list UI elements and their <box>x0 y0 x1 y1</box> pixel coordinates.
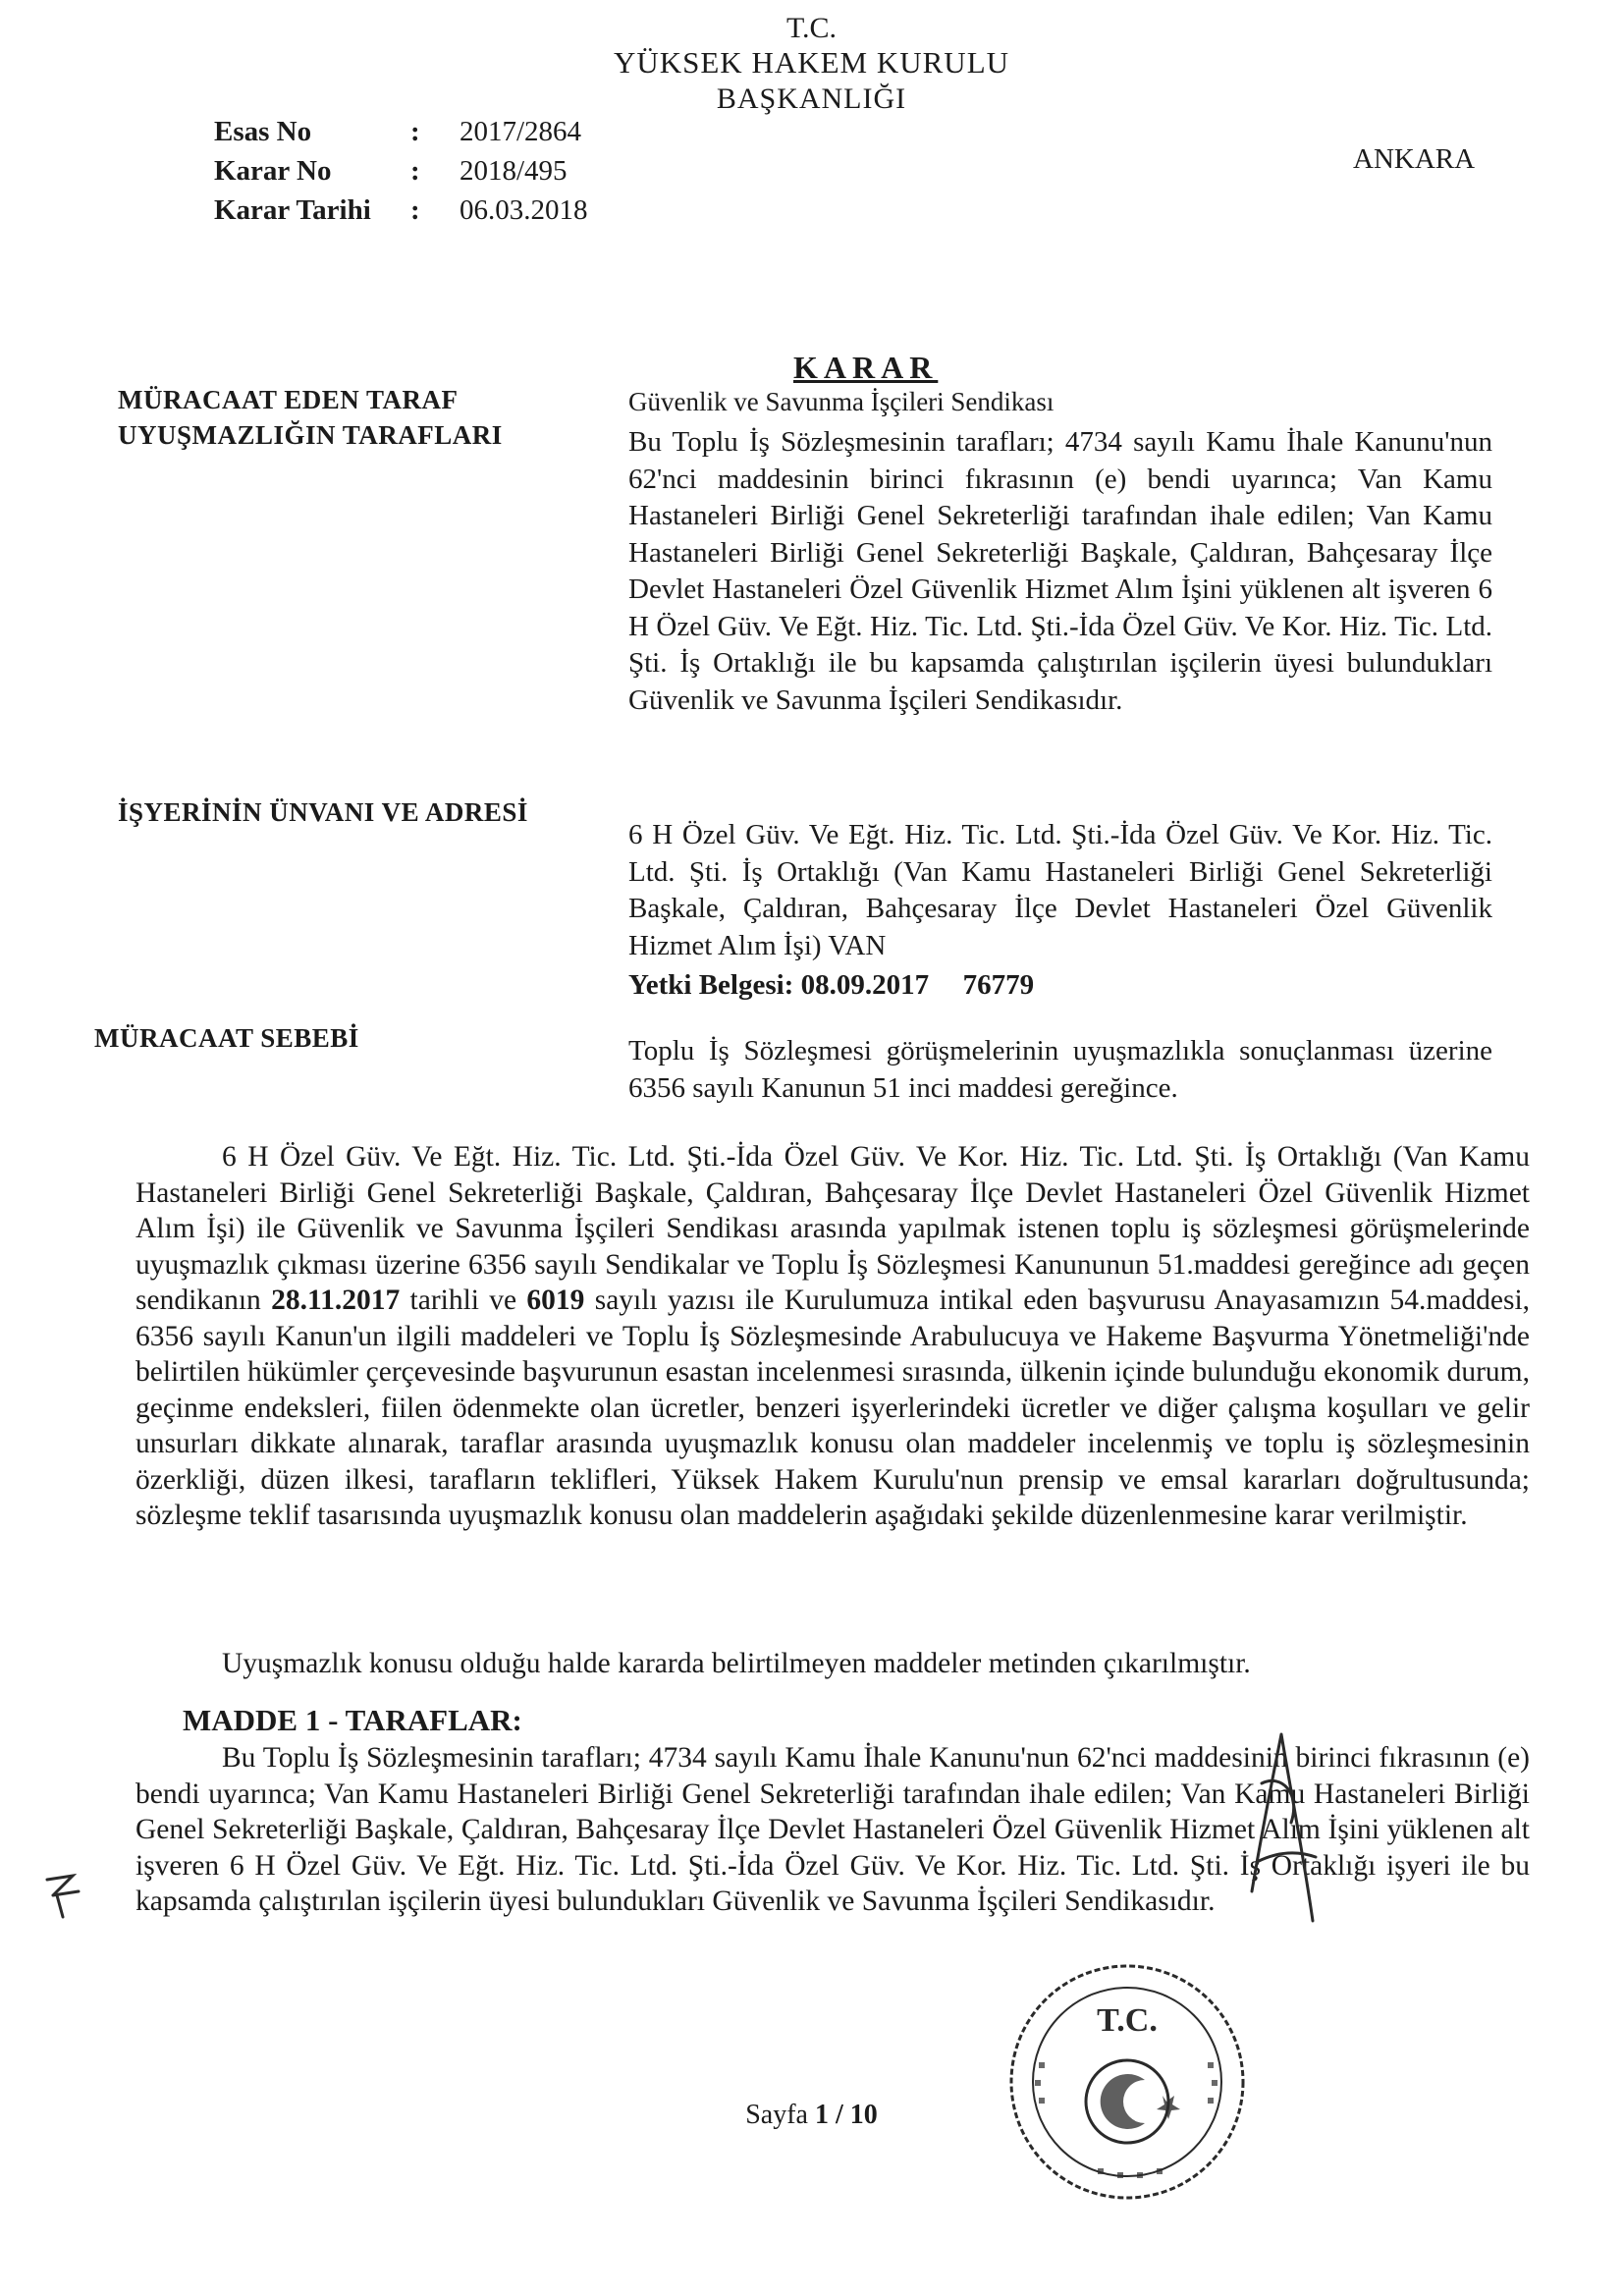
header-city: ANKARA <box>1353 143 1476 175</box>
authority-date: 08.09.2017 <box>800 969 930 1001</box>
body-text-part-3: sayılı yazısı ile Kurulumuza intikal eden başvurusu Anayasamızın 54.maddesi, 6356 sayılı Kanun'un ilgili maddeleri ve Toplu İş Sözleşmesinde Arabulucuya ve Hakeme Başvurma Yönetmeliği'nde belirtilen hükümler çerçevesinde başvurunun esastan incelenmesi sırasında, ülkenin içinde bulunduğu ekonomik durum, geçinme endeksleri, fiilen ödenmekte olan ücretler, benzeri işyerlerindeki ücretler ve diğer çalışma koşulları ve gelir unsurları dikkate alınarak, taraflar arasında uyuşmazlık konusu olan maddeler incelenmiş ve toplu iş sözleşmesinin özerkliği, düzen ilkesi, tarafların teklifleri, Yüksek Hakem Kurulu'nun prensip ve emsal kararları doğrultusunda; sözleşme teklif tasarısında uyuşmazlık konusu olan maddelerin aşağıdaki şekilde düzenlenmesine karar verilmiştir. <box>135 1285 1531 1531</box>
meta-row-esas <box>214 114 581 149</box>
page-number <box>0 2100 1623 2131</box>
page-separator: / <box>835 2100 843 2130</box>
meta-colon: : <box>410 116 420 147</box>
header-institution: YÜKSEK HAKEM KURULU <box>613 45 1010 80</box>
header-tc: T.C. <box>785 12 838 44</box>
meta-label: Esas No <box>214 116 312 147</box>
meta-label: Karar No <box>214 155 332 187</box>
page-current: 1 <box>814 2100 829 2130</box>
authority-label: Yetki Belgesi: <box>628 969 794 1001</box>
workplace-value: 6 H Özel Güv. Ve Eğt. Hiz. Tic. Ltd. Şti.-İda Özel Güv. Ve Kor. Hiz. Tic. Ltd. Şti. İş Ortaklığı (Van Kamu Hastaneleri Birliği Genel Sekreterliği Başkale, Çaldıran, Bahçesaray İlçe Devlet Hastaneleri Özel Güvenlik Hizmet Alım İşi) VAN <box>628 819 1492 961</box>
label-workplace: İŞYERİNİN ÜNVANI VE ADRESİ <box>118 797 528 827</box>
handwritten-initial <box>1222 1724 1330 1950</box>
article-1-text: Bu Toplu İş Sözleşmesinin tarafları; 4734 sayılı Kamu İhale Kanunu'nun 62'nci maddesinin birinci fıkrasının (e) bendi uyarınca; Van Kamu Hastaneleri Birliği Genel Sekreterliği tarafından ihale edilen; Van Kamu Hastaneleri Birliği Genel Sekreterliği Başkale, Çaldıran, Bahçesaray İlçe Devlet Hastaneleri Özel Güvenlik Hizmet Alım İşini yüklenen alt işveren 6 H Özel Güv. Ve Eğt. Hiz. Tic. Ltd. Şti.-İda Özel Güv. Ve Kor. Hiz. Tic. Ltd. Şti. İş Ortaklığı işyeri ile bu kapsamda çalıştırılan işçilerin üyesi bulundukları Güvenlik ve Savunma İşçileri Sendikasıdır. <box>135 1742 1530 1917</box>
meta-row-karar-no <box>214 153 568 189</box>
article-1-title: MADDE 1 - TARAFLAR: <box>183 1703 522 1737</box>
page-total: 10 <box>849 2100 878 2130</box>
body-text-part-2: tarihli ve <box>409 1285 517 1316</box>
applicant-value: Güvenlik ve Savunma İşçileri Sendikası <box>628 387 1055 416</box>
reason-value: Toplu İş Sözleşmesi görüşmelerinin uyuşmazlıkla sonuçlanması üzerine 6356 sayılı Kanunun 51 inci maddesi gereğince. <box>628 1035 1492 1104</box>
petition-number: 6019 <box>526 1285 585 1316</box>
header-presidency: BAŞKANLIĞI <box>716 82 907 115</box>
stamp-text: T.C. <box>1097 2002 1158 2039</box>
body-paragraph-removed-articles: Uyuşmazlık konusu olduğu halde kararda belirtilmeyen maddeler metinden çıkarılmıştır. <box>222 1648 1251 1679</box>
meta-row-karar-tarihi <box>214 192 588 228</box>
page-prefix: Sayfa <box>745 2100 808 2130</box>
official-seal-stamp <box>1000 1954 1255 2210</box>
meta-value: 2018/495 <box>460 155 568 187</box>
meta-value: 06.03.2018 <box>460 194 588 226</box>
petition-date: 28.11.2017 <box>271 1285 401 1316</box>
meta-value: 2017/2864 <box>460 116 582 147</box>
parties-value: Bu Toplu İş Sözleşmesinin tarafları; 4734 sayılı Kamu İhale Kanunu'nun 62'nci maddesinin birinci fıkrasının (e) bendi uyarınca; Van Kamu Hastaneleri Birliği Genel Sekreterliği tarafından ihale edilen; Van Kamu Hastaneleri Birliği Genel Sekreterliği Başkale, Çaldıran, Bahçesaray İlçe Devlet Hastaneleri Özel Güvenlik Hizmet Alım İşini yüklenen alt işveren 6 H Özel Güv. Ve Eğt. Hiz. Tic. Ltd. Şti.-İda Özel Güv. Ve Kor. Hiz. Tic. Ltd. Şti. İş Ortaklığı ile bu kapsamda çalıştırılan işçilerin üyesi bulundukları Güvenlik ve Savunma İşçileri Sendikasıdır. <box>628 426 1492 716</box>
label-parties: UYUŞMAZLIĞIN TARAFLARI <box>118 420 503 450</box>
authority-document <box>628 967 1492 1005</box>
body-text-part-1: 6 H Özel Güv. Ve Eğt. Hiz. Tic. Ltd. Şti.-İda Özel Güv. Ve Kor. Hiz. Tic. Ltd. Şti. İş Ortaklığı (Van Kamu Hastaneleri Birliği Genel Sekreterliği Başkale, Çaldıran, Bahçesaray İlçe Devlet Hastaneleri Özel Güvenlik Hizmet Alım İşi) ile Güvenlik ve Savunma İşçileri Sendikası arasında yapılmak istenen toplu iş sözleşmesi görüşmelerinde uyuşmazlık çıkması üzerine 6356 sayılı Sendikalar ve Toplu İş Sözleşmesi Kanununun 51.maddesi gereğince adı geçen sendikanın <box>135 1141 1530 1316</box>
authority-number: 76779 <box>962 969 1035 1001</box>
meta-label: Karar Tarihi <box>214 194 371 226</box>
meta-colon: : <box>410 194 420 226</box>
handwritten-margin-mark <box>39 1866 98 1925</box>
label-applicant: MÜRACAAT EDEN TARAF <box>118 385 459 414</box>
label-reason: MÜRACAAT SEBEBİ <box>94 1023 359 1053</box>
meta-colon: : <box>410 155 420 187</box>
body-paragraph-main <box>135 1139 1530 1534</box>
decision-heading: KARAR <box>793 350 939 385</box>
